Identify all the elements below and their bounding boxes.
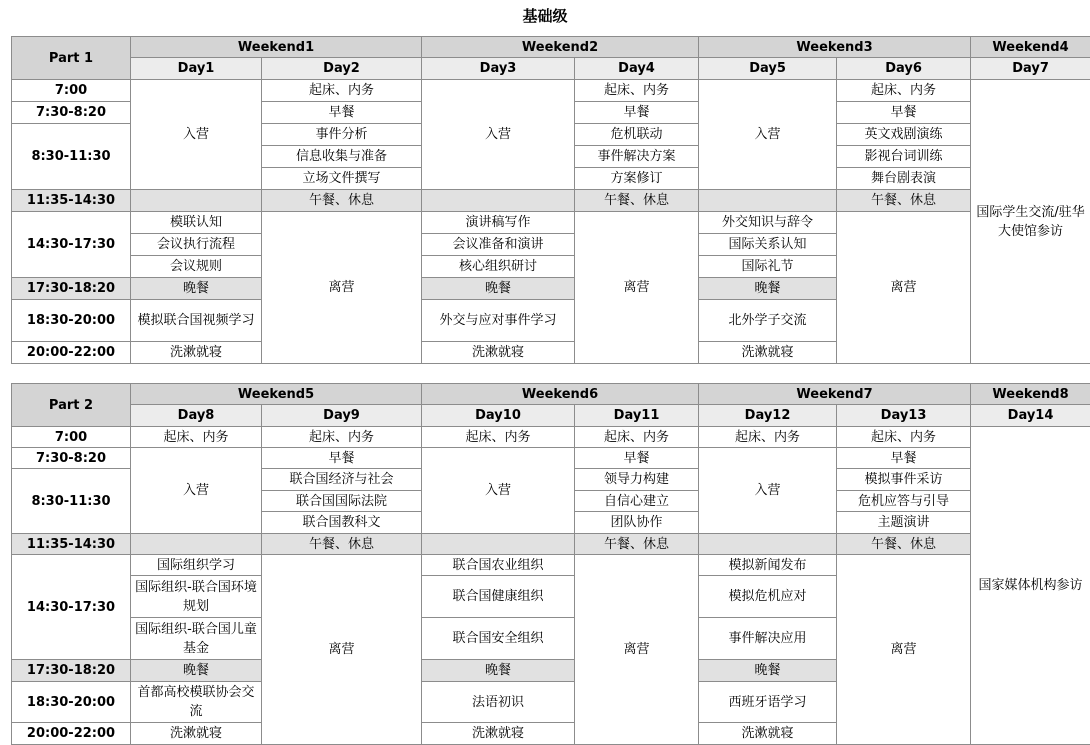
day-header: Day14: [971, 405, 1090, 427]
time-slot: 11:35-14:30: [12, 534, 131, 555]
day-header: Day7: [971, 58, 1090, 80]
time-slot: 14:30-17:30: [12, 212, 131, 278]
schedule-table-part2: [11, 383, 1090, 745]
schedule-cell: 入营: [131, 80, 262, 190]
schedule-cell: 午餐、休息: [575, 534, 699, 555]
schedule-cell: 晚餐: [131, 278, 262, 300]
time-slot: 7:00: [12, 427, 131, 448]
schedule-cell: 离营: [575, 555, 699, 745]
schedule-cell: 国际组织学习: [131, 555, 262, 576]
schedule-cell: 晚餐: [699, 278, 837, 300]
schedule-cell: 午餐、休息: [262, 190, 422, 212]
schedule-cell: 入营: [422, 448, 575, 534]
day-header: Day5: [699, 58, 837, 80]
schedule-cell: 起床、内务: [699, 427, 837, 448]
schedule-cell: 首都高校模联协会交流: [131, 682, 262, 723]
time-slot: 8:30-11:30: [12, 469, 131, 534]
schedule-cell: 起床、内务: [422, 427, 575, 448]
schedule-cell: 会议规则: [131, 256, 262, 278]
time-slot: 18:30-20:00: [12, 300, 131, 342]
day-header: Day13: [837, 405, 971, 427]
day-header: Day3: [422, 58, 575, 80]
day-header: Day12: [699, 405, 837, 427]
schedule-cell: 午餐、休息: [262, 534, 422, 555]
schedule-cell: 国际组织-联合国儿童基金: [131, 618, 262, 660]
schedule-cell: 入营: [699, 448, 837, 534]
schedule-cell: 方案修订: [575, 168, 699, 190]
weekend-header: Weekend5: [131, 384, 422, 405]
schedule-cell: [422, 534, 575, 555]
schedule-cell: 晚餐: [422, 660, 575, 682]
schedule-cell: 联合国经济与社会: [262, 469, 422, 491]
schedule-cell: 起床、内务: [262, 427, 422, 448]
day-header: Day4: [575, 58, 699, 80]
schedule-cell: 早餐: [837, 102, 971, 124]
schedule-cell: 起床、内务: [262, 80, 422, 102]
schedule-cell: 起床、内务: [575, 80, 699, 102]
page-title: 基础级: [522, 7, 568, 25]
schedule-cell: 模联认知: [131, 212, 262, 234]
schedule-cell: 起床、内务: [837, 80, 971, 102]
time-slot: 17:30-18:20: [12, 278, 131, 300]
schedule-cell: 英文戏剧演练: [837, 124, 971, 146]
schedule-cell: 西班牙语学习: [699, 682, 837, 723]
schedule-cell: 入营: [699, 80, 837, 190]
schedule-cell: 离营: [837, 555, 971, 745]
schedule-cell: [422, 190, 575, 212]
schedule-cell: 早餐: [262, 102, 422, 124]
schedule-cell: 联合国教科文: [262, 512, 422, 534]
schedule-cell: 午餐、休息: [575, 190, 699, 212]
schedule-cell: 起床、内务: [837, 427, 971, 448]
part-label: Part 2: [12, 384, 131, 427]
time-slot: 17:30-18:20: [12, 660, 131, 682]
schedule-cell: 事件解决方案: [575, 146, 699, 168]
schedule-cell: 午餐、休息: [837, 534, 971, 555]
schedule-cell: 外交知识与辞令: [699, 212, 837, 234]
schedule-cell: 会议准备和演讲: [422, 234, 575, 256]
schedule-cell: 离营: [262, 555, 422, 745]
schedule-cell: 模拟危机应对: [699, 576, 837, 618]
schedule-cell: 国际学生交流/驻华大使馆参访: [971, 80, 1090, 364]
schedule-cell: 主题演讲: [837, 512, 971, 534]
day-header: Day11: [575, 405, 699, 427]
schedule-cell: 危机联动: [575, 124, 699, 146]
schedule-cell: 舞台剧表演: [837, 168, 971, 190]
schedule-cell: 联合国农业组织: [422, 555, 575, 576]
time-slot: 7:30-8:20: [12, 448, 131, 469]
day-header: Day8: [131, 405, 262, 427]
schedule-cell: 外交与应对事件学习: [422, 300, 575, 342]
schedule-cell: 入营: [422, 80, 575, 190]
schedule-cell: 国际关系认知: [699, 234, 837, 256]
schedule-cell: 入营: [131, 448, 262, 534]
schedule-cell: 国际组织-联合国环境规划: [131, 576, 262, 618]
time-slot: 14:30-17:30: [12, 555, 131, 660]
weekend-header: Weekend7: [699, 384, 971, 405]
schedule-cell: 早餐: [262, 448, 422, 469]
schedule-cell: 洗漱就寝: [699, 723, 837, 745]
schedule-cell: 午餐、休息: [837, 190, 971, 212]
schedule-cell: 模拟事件采访: [837, 469, 971, 491]
schedule-cell: 联合国健康组织: [422, 576, 575, 618]
schedule-cell: 模拟联合国视频学习: [131, 300, 262, 342]
schedule-cell: 晚餐: [699, 660, 837, 682]
schedule-cell: 洗漱就寝: [422, 723, 575, 745]
time-slot: 7:00: [12, 80, 131, 102]
schedule-cell: [699, 190, 837, 212]
schedule-cell: 会议执行流程: [131, 234, 262, 256]
schedule-cell: [699, 534, 837, 555]
schedule-cell: 模拟新闻发布: [699, 555, 837, 576]
day-header: Day9: [262, 405, 422, 427]
schedule-cell: 国际礼节: [699, 256, 837, 278]
weekend-header: Weekend4: [971, 37, 1090, 58]
time-slot: 8:30-11:30: [12, 124, 131, 190]
weekend-header: Weekend3: [699, 37, 971, 58]
schedule-cell: [131, 190, 262, 212]
schedule-cell: 早餐: [837, 448, 971, 469]
time-slot: 20:00-22:00: [12, 723, 131, 745]
weekend-header: Weekend8: [971, 384, 1090, 405]
schedule-cell: 核心组织研讨: [422, 256, 575, 278]
schedule-table-part1: [11, 36, 1090, 364]
schedule-cell: 法语初识: [422, 682, 575, 723]
day-header: Day6: [837, 58, 971, 80]
schedule-cell: 联合国国际法院: [262, 491, 422, 512]
day-header: Day2: [262, 58, 422, 80]
schedule-cell: 洗漱就寝: [131, 723, 262, 745]
schedule-cell: 起床、内务: [575, 427, 699, 448]
schedule-cell: 危机应答与引导: [837, 491, 971, 512]
schedule-cell: 影视台词训练: [837, 146, 971, 168]
weekend-header: Weekend6: [422, 384, 699, 405]
schedule-cell: [131, 534, 262, 555]
schedule-cell: 团队协作: [575, 512, 699, 534]
schedule-cell: 离营: [575, 212, 699, 364]
schedule-cell: 晚餐: [131, 660, 262, 682]
schedule-cell: 洗漱就寝: [131, 342, 262, 364]
schedule-cell: 自信心建立: [575, 491, 699, 512]
schedule-cell: 离营: [837, 212, 971, 364]
part-label: Part 1: [12, 37, 131, 80]
schedule-cell: 事件解决应用: [699, 618, 837, 660]
schedule-cell: 事件分析: [262, 124, 422, 146]
schedule-cell: 离营: [262, 212, 422, 364]
day-header: Day1: [131, 58, 262, 80]
schedule-cell: 领导力构建: [575, 469, 699, 491]
schedule-cell: 洗漱就寝: [422, 342, 575, 364]
schedule-cell: 立场文件撰写: [262, 168, 422, 190]
time-slot: 11:35-14:30: [12, 190, 131, 212]
weekend-header: Weekend1: [131, 37, 422, 58]
time-slot: 7:30-8:20: [12, 102, 131, 124]
day-header: Day10: [422, 405, 575, 427]
schedule-cell: 演讲稿写作: [422, 212, 575, 234]
schedule-cell: 起床、内务: [131, 427, 262, 448]
schedule-cell: 信息收集与准备: [262, 146, 422, 168]
schedule-cell: 联合国安全组织: [422, 618, 575, 660]
time-slot: 20:00-22:00: [12, 342, 131, 364]
schedule-cell: 国家媒体机构参访: [971, 427, 1090, 745]
schedule-cell: 洗漱就寝: [699, 342, 837, 364]
schedule-cell: 早餐: [575, 102, 699, 124]
schedule-cell: 晚餐: [422, 278, 575, 300]
weekend-header: Weekend2: [422, 37, 699, 58]
schedule-cell: 早餐: [575, 448, 699, 469]
time-slot: 18:30-20:00: [12, 682, 131, 723]
schedule-cell: 北外学子交流: [699, 300, 837, 342]
